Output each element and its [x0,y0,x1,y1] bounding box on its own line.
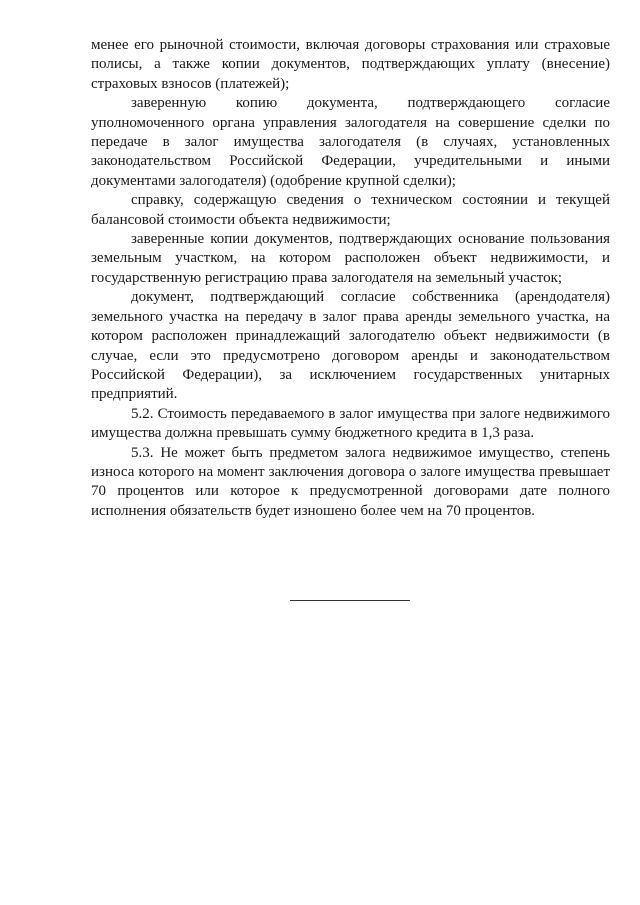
paragraph-technical-certificate: справку, содержащую сведения о техническом состоянии и текущей балансовой стоимости объекта недвижимости; [91,192,610,228]
paragraph-clause-5-2: 5.2. Стоимость передаваемого в залог имущества при залоге недвижимого имущества должна превышать сумму бюджетного кредита в 1,3 раза. [91,405,610,442]
paragraph-land-owner-consent: документ, подтверждающий согласие собственника (арендодателя) земельного участка на передачу в залог права аренды земельного участка, на котором расположен принадлежащий залогодателю объект недвижимости (в случае, если это предусмотрено договором аренды и законодательством Российской Федерации), за исключением государственных унитарных предприятий. [91,289,610,403]
paragraph-consent-copy: заверенную копию документа, подтверждающего согласие уполномоченного органа управления залогодателя на совершение сделки по передаче в залог имущества залогодателя (в случаях, установленных законодательством Российской Федерации, учредительными и иными документами залогодателя) (одобрение крупной сделки); [91,95,610,189]
paragraph-insurance-copies: менее его рыночной стоимости, включая договоры страхования или страховые полисы, а также копии документов, подтверждающих уплату (внесение) страховых взносов (платежей); [91,37,610,92]
paragraph-clause-5-3: 5.3. Не может быть предметом залога недвижимое имущество, степень износа которого на момент заключения договора о залоге имущества превышает 70 процентов или которое к предусмотренной договорами дате полного исполнения обязательств будет изношено более чем на 70 процентов. [91,444,610,519]
document-body [91,36,610,521]
end-separator-line [290,600,410,601]
paragraph-land-use-documents: заверенные копии документов, подтверждающих основание пользования земельным участком, на котором расположен объект недвижимости, и государственную регистрацию права залогодателя на земельный участок; [91,231,610,286]
